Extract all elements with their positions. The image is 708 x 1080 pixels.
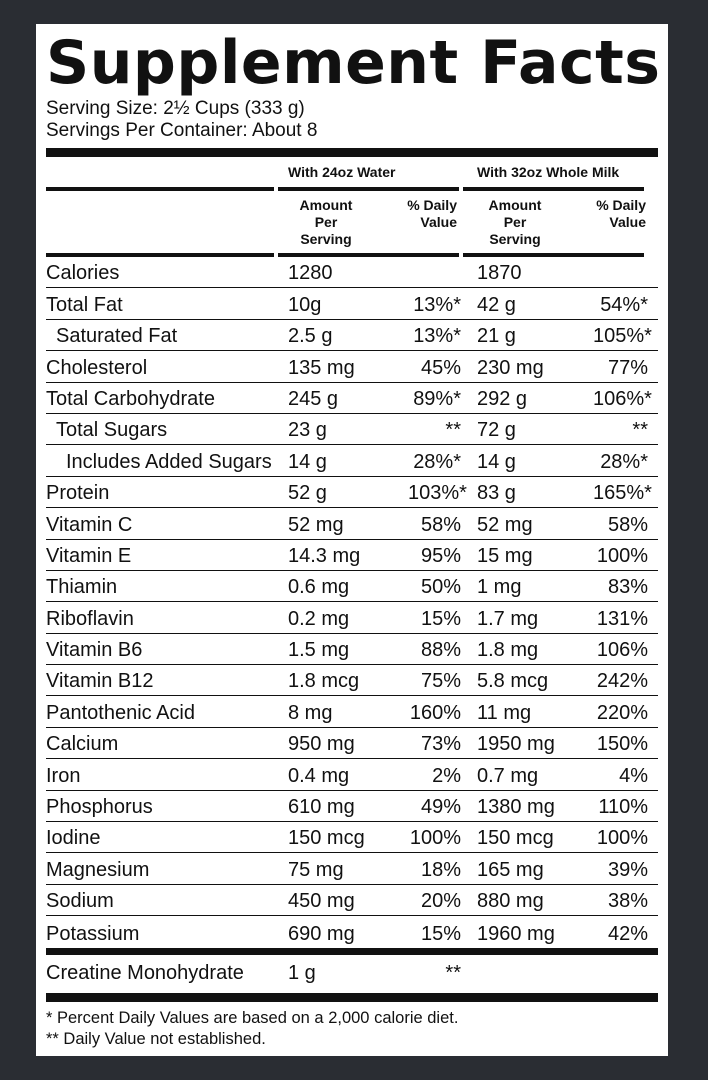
amount-line1: Amount (488, 196, 542, 213)
amount-header-milk (469, 197, 561, 248)
nutrient-name: Thiamin (46, 576, 118, 599)
amount-water: 52 g (288, 482, 327, 505)
amount-milk: 1870 (477, 262, 522, 285)
nutrient-name: Total Carbohydrate (46, 387, 215, 410)
dv-milk: 42% (607, 922, 648, 945)
sub-header-water (278, 197, 463, 248)
amount-water: 2.5 g (288, 325, 333, 348)
table-row (46, 822, 658, 853)
dv-milk: 58% (607, 513, 648, 536)
table-row (46, 540, 658, 571)
amount-milk: 5.8 mcg (477, 670, 549, 693)
dv-water: 45% (420, 356, 461, 379)
table-row (46, 508, 658, 539)
dv-water: 18% (420, 858, 461, 881)
nutrient-name: Calories (46, 262, 120, 285)
table-row (46, 759, 658, 790)
amount-water: 1.5 mg (288, 639, 350, 662)
amount-water: 8 mg (288, 701, 333, 724)
dv-header-water (372, 197, 457, 248)
mid-rule (46, 948, 658, 955)
sub-header-milk (463, 197, 648, 248)
amount-milk: 1.7 mg (477, 607, 539, 630)
dv-milk: 105%* (593, 325, 652, 348)
nutrient-name: Vitamin E (46, 544, 132, 567)
nutrient-name: Iodine (46, 827, 101, 850)
amount-water: 52 mg (288, 513, 344, 536)
nutrient-name: Iron (46, 764, 81, 787)
footnote-not-established: ** Daily Value not established. (46, 1029, 266, 1048)
dv-water: 75% (420, 670, 461, 693)
dv-milk: 38% (607, 890, 648, 913)
amount-water: 135 mg (288, 356, 355, 379)
amount-milk: 165 mg (477, 858, 544, 881)
table-row (46, 602, 658, 633)
amount-line2: Per (314, 213, 338, 230)
dv-milk: 110% (598, 796, 648, 819)
dv-line1: % Daily (407, 196, 457, 213)
amount-water: 1280 (288, 262, 333, 285)
amount-water: 75 mg (288, 858, 344, 881)
amount-milk: 42 g (477, 293, 516, 316)
dv-milk: 28%* (600, 450, 648, 473)
dv-water: 13%* (413, 325, 461, 348)
dv-milk: 77% (607, 356, 648, 379)
amount-water: 0.2 mg (288, 607, 350, 630)
table-row (46, 257, 658, 288)
dv-water: 50% (420, 576, 461, 599)
dv-milk: 39% (607, 858, 648, 881)
amount-milk: 15 mg (477, 544, 533, 567)
amount-line2: Per (503, 213, 527, 230)
amount-milk: 72 g (477, 419, 516, 442)
amount-water: 10g (288, 293, 322, 316)
dv-milk: 83% (607, 576, 648, 599)
dv-milk: 106% (596, 639, 648, 662)
nutrient-name: Total Fat (46, 293, 123, 316)
dv-water: 2% (432, 764, 461, 787)
table-row (46, 477, 658, 508)
amount-line1: Amount (299, 196, 353, 213)
dv-milk: 54%* (600, 293, 648, 316)
dv-water: 160% (409, 701, 461, 724)
dv-milk: 4% (619, 764, 648, 787)
dv-water: 15% (420, 922, 461, 945)
amount-water: 14 g (288, 450, 327, 473)
nutrient-name: Total Sugars (56, 419, 168, 442)
dv-line2: Value (420, 213, 457, 230)
amount-water: 610 mg (288, 796, 355, 819)
nutrient-name: Includes Added Sugars (66, 450, 272, 473)
dv-header-milk (561, 197, 646, 248)
amount-line3: Serving (489, 230, 541, 247)
nutrient-name: Cholesterol (46, 356, 148, 379)
amount-milk: 880 mg (477, 890, 544, 913)
nutrient-name: Vitamin B6 (46, 639, 143, 662)
dv-water: ** (445, 961, 461, 984)
table-row (46, 696, 658, 727)
group-milk-header: With 32oz Whole Milk (477, 164, 620, 180)
dv-milk: 220% (596, 701, 648, 724)
dv-water: 20% (420, 890, 461, 913)
servings-per-container: Servings Per Container: About 8 (46, 120, 318, 141)
amount-milk: 292 g (477, 387, 528, 410)
amount-water: 0.6 mg (288, 576, 350, 599)
amount-water: 1.8 mcg (288, 670, 360, 693)
dv-water: ** (445, 419, 461, 442)
amount-water: 1 g (288, 961, 316, 984)
amount-water: 23 g (288, 419, 327, 442)
dv-milk: 150% (596, 733, 648, 756)
group-water-header: With 24oz Water (288, 164, 396, 180)
creatine-row (46, 955, 658, 989)
dv-water: 73% (420, 733, 461, 756)
nutrient-name: Protein (46, 482, 110, 505)
table-row (46, 351, 658, 382)
supplement-facts-panel (36, 24, 668, 1056)
header-rule (46, 187, 658, 191)
table-row (46, 665, 658, 696)
bottom-rule (46, 993, 658, 1002)
table-row (46, 383, 658, 414)
dv-milk: 131% (596, 607, 648, 630)
dv-milk: 242% (596, 670, 648, 693)
amount-water: 14.3 mg (288, 544, 361, 567)
table-row (46, 916, 658, 947)
amount-water: 150 mcg (288, 827, 365, 850)
amount-milk: 21 g (477, 325, 516, 348)
sub-header-rule (46, 253, 658, 257)
amount-milk: 83 g (477, 482, 516, 505)
dv-water: 88% (420, 639, 461, 662)
amount-water: 950 mg (288, 733, 355, 756)
nutrient-name: Creatine Monohydrate (46, 961, 244, 984)
amount-milk: 1380 mg (477, 796, 555, 819)
dv-milk: 106%* (593, 387, 652, 410)
dv-water: 89%* (413, 387, 461, 410)
dv-water: 28%* (413, 450, 461, 473)
top-rule (46, 148, 658, 157)
amount-milk: 0.7 mg (477, 764, 539, 787)
amount-milk: 1.8 mg (477, 639, 539, 662)
amount-milk: 150 mcg (477, 827, 554, 850)
amount-water: 245 g (288, 387, 339, 410)
dv-water: 13%* (413, 293, 461, 316)
table-row (46, 885, 658, 916)
amount-water: 690 mg (288, 922, 355, 945)
serving-size: Serving Size: 2½ Cups (333 g) (46, 98, 305, 119)
dv-line1: % Daily (596, 196, 646, 213)
nutrient-name: Phosphorus (46, 796, 153, 819)
dv-milk: 100% (596, 827, 648, 850)
footnote-dv: * Percent Daily Values are based on a 2,000 calorie diet. (46, 1008, 459, 1027)
dv-water: 58% (420, 513, 461, 536)
footnotes (46, 1008, 658, 1050)
dv-water: 49% (420, 796, 461, 819)
sub-header (46, 191, 658, 253)
dv-water: 95% (420, 544, 461, 567)
nutrient-name: Vitamin C (46, 513, 133, 536)
table-row (46, 728, 658, 759)
panel-title: Supplement Facts (46, 28, 661, 98)
table-row (46, 414, 658, 445)
nutrient-name: Magnesium (46, 858, 150, 881)
nutrient-name: Saturated Fat (56, 325, 178, 348)
amount-milk: 230 mg (477, 356, 544, 379)
dv-milk: 100% (596, 544, 648, 567)
nutrient-name: Riboflavin (46, 607, 134, 630)
amount-milk: 1 mg (477, 576, 522, 599)
amount-line3: Serving (300, 230, 352, 247)
amount-milk: 1960 mg (477, 922, 555, 945)
table-row (46, 288, 658, 319)
amount-milk: 1950 mg (477, 733, 555, 756)
nutrient-name: Sodium (46, 890, 114, 913)
table-row (46, 634, 658, 665)
table-row (46, 320, 658, 351)
nutrient-name: Pantothenic Acid (46, 701, 195, 724)
amount-water: 450 mg (288, 890, 355, 913)
column-group-header (46, 157, 658, 187)
table-row (46, 791, 658, 822)
dv-water: 103%* (408, 482, 467, 505)
dv-milk: 165%* (593, 482, 652, 505)
amount-milk: 11 mg (477, 701, 532, 724)
amount-milk: 14 g (477, 450, 516, 473)
nutrient-name: Calcium (46, 733, 119, 756)
dv-water: 100% (409, 827, 461, 850)
nutrient-table (46, 257, 658, 948)
dv-milk: ** (632, 419, 648, 442)
table-row (46, 445, 658, 476)
amount-milk: 52 mg (477, 513, 533, 536)
amount-header-water (280, 197, 372, 248)
nutrient-name: Potassium (46, 922, 140, 945)
nutrient-name: Vitamin B12 (46, 670, 154, 693)
table-row (46, 571, 658, 602)
dv-water: 15% (420, 607, 461, 630)
table-row (46, 853, 658, 884)
dv-line2: Value (609, 213, 646, 230)
amount-water: 0.4 mg (288, 764, 350, 787)
